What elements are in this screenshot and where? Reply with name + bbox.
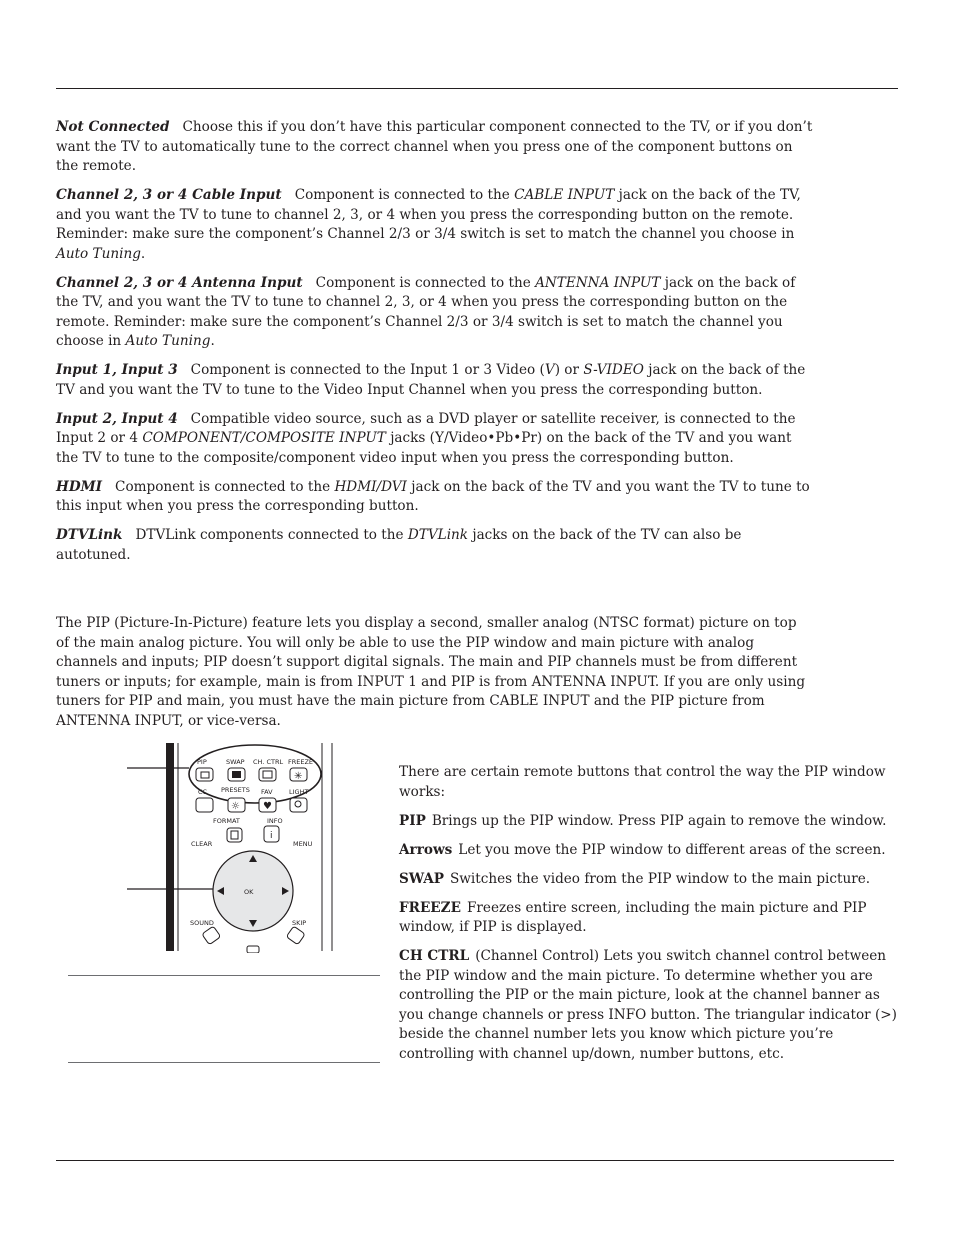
cc-button[interactable] — [196, 798, 213, 812]
skip-button[interactable] — [286, 926, 305, 945]
button-desc: Freezes entire screen, including the main picture and PIP window, if PIP is displayed. — [399, 899, 867, 935]
caption-rule-bottom — [68, 1062, 380, 1063]
setting-not-connected — [56, 118, 816, 177]
setting-desc-italic: S-VIDEO — [583, 362, 644, 378]
setting-desc: jack on the back of the TV, and you want the TV to tune to channel 2, 3, or 4 when you press the corresponding button on the remote. Reminder: make sure the component’s Channel 2/3 or 3/4 switch is set to match the channel you choose in — [56, 274, 796, 349]
setting-input-1-3 — [56, 361, 816, 400]
button-desc: (Channel Control) Lets you switch channel control between the PIP window and the main picture. To determine whether you are controlling the PIP or the main picture, look at the channel banner as you change channels or press INFO button. The triangular indicator (>) beside the channel number lets you know which picture you’re controlling with channel up/down, number buttons, etc. — [399, 948, 897, 1062]
button-name: CH CTRL — [399, 948, 470, 964]
setting-dtvlink — [56, 526, 816, 565]
info-icon: i — [270, 831, 273, 841]
pip-button-item — [399, 812, 904, 832]
setting-desc: Component is connected to the — [294, 187, 515, 203]
caption-rule-top — [68, 975, 380, 976]
setting-term: Channel 2, 3 or 4 Cable Input — [56, 187, 282, 203]
button-name: PIP — [399, 812, 426, 829]
swap-button-item — [399, 870, 904, 890]
setting-desc-italic: CABLE INPUT — [514, 187, 615, 203]
setting-input-2-4 — [56, 410, 816, 469]
button-name: FREEZE — [399, 899, 461, 916]
remote-label-menu: MENU — [293, 840, 313, 848]
remote-edge-left — [166, 743, 174, 951]
button-desc: Let you move the PIP window to different areas of the screen. — [458, 841, 886, 858]
top-rule — [56, 88, 898, 89]
setting-term: HDMI — [56, 478, 103, 495]
setting-desc-italic: V — [544, 362, 555, 378]
remote-label-cc: CC — [198, 788, 208, 796]
setting-desc: ) or — [554, 362, 584, 378]
remote-label-format: FORMAT — [213, 817, 240, 825]
sound-button[interactable] — [202, 926, 221, 945]
remote-label-swap: SWAP — [226, 758, 245, 766]
pip-intro-paragraph: The PIP (Picture-In-Picture) feature lets you display a second, smaller analog (NTSC format) picture on top of the main analog picture. You will only be able to use the PIP window and main picture with analog channels and inputs; PIP doesn’t support digital signals. The main and PIP channels must be from different tuners or inputs; for example, main is from INPUT 1 and PIP is from ANTENNA INPUT. If you are only using tuners for PIP and main, you must have the main picture from CABLE INPUT and the PIP picture from ANTENNA INPUT, or vice-versa. — [56, 615, 806, 729]
setting-desc: Component is connected to the — [315, 274, 536, 291]
bottom-rule — [56, 1160, 894, 1161]
setting-desc: jack on the back of the TV and you want the TV to tune to the Video Input Channel when you press the corresponding button. — [56, 362, 806, 398]
remote-label-ch-ctrl: CH. CTRL — [253, 758, 284, 766]
setting-desc-italic: Auto Tuning — [56, 245, 141, 262]
setting-desc: Choose this if you don’t have this particular component connected to the TV, or if you don’t want the TV to automatically tune to the correct channel when you press one of the component buttons on the remote. — [56, 119, 813, 174]
remote-label-freeze: FREEZE — [288, 758, 314, 766]
setting-antenna-input — [56, 274, 816, 352]
button-name: Arrows — [399, 841, 453, 858]
setting-term: Channel 2, 3 or 4 Antenna Input — [56, 274, 303, 291]
pip-button[interactable] — [196, 768, 213, 781]
setting-desc-italic: COMPONENT/COMPOSITE INPUT — [142, 430, 386, 446]
button-desc: Switches the video from the PIP window to the main picture. — [449, 870, 871, 887]
setting-term: Input 1, Input 3 — [56, 362, 178, 378]
button-desc: Brings up the PIP window. Press PIP again to remove the window. — [431, 812, 887, 829]
setting-desc: jack on the back of the TV and you want the TV to tune to this input when you press the corresponding button. — [56, 478, 810, 514]
freeze-icon: ✳ — [294, 771, 303, 782]
sun-icon: ☼ — [231, 801, 240, 812]
heart-icon: ♥ — [263, 801, 272, 812]
setting-desc-italic: HDMI/DVI — [334, 478, 407, 495]
ch-ctrl-button[interactable] — [259, 768, 276, 781]
ch-ctrl-button-item — [399, 947, 904, 1064]
setting-term: Not Connected — [56, 119, 170, 135]
setting-desc-italic: ANTENNA INPUT — [535, 274, 661, 291]
remote-illustration — [127, 741, 337, 953]
arrows-button-item — [399, 841, 904, 861]
remote-label-light: LIGHT — [289, 788, 309, 796]
remote-label-sound: SOUND — [190, 919, 214, 927]
remote-label-info: INFO — [267, 817, 283, 825]
remote-label-presets: PRESETS — [221, 786, 250, 794]
setting-desc: jacks on the back of the TV can also be autotuned. — [56, 527, 742, 563]
remote-label-skip: SKIP — [292, 919, 307, 927]
setting-term: Input 2, Input 4 — [56, 410, 178, 427]
settings-list — [56, 118, 816, 575]
setting-desc: Component is connected to the — [115, 478, 335, 495]
button-name: SWAP — [399, 870, 444, 887]
freeze-button-item — [399, 899, 904, 938]
setting-desc: DTVLink components connected to the — [135, 527, 408, 543]
remote-label-pip: PIP — [197, 758, 207, 766]
setting-desc: jacks (Y/Video•Pb•Pr) on the back of the TV and you want the TV to tune to the composite/component video input when you press the corresponding button. — [56, 430, 792, 466]
setting-desc: Component is connected to the Input 1 or 3 Video ( — [190, 362, 545, 378]
setting-desc: . — [210, 333, 215, 349]
setting-desc: . — [140, 245, 146, 262]
remote-label-clear: CLEAR — [191, 840, 213, 848]
swap-icon — [232, 771, 241, 778]
setting-hdmi — [56, 478, 816, 517]
setting-desc-italic: DTVLink — [407, 527, 469, 543]
light-button[interactable] — [290, 798, 307, 812]
setting-desc: Compatible video source, such as a DVD player or satellite receiver, is connected to the Input 2 or 4 — [56, 410, 796, 446]
remote-button-partial[interactable] — [247, 946, 259, 953]
pip-buttons-intro: There are certain remote buttons that control the way the PIP window works: — [399, 764, 886, 800]
remote-label-fav: FAV — [261, 788, 273, 796]
setting-desc-italic: Auto Tuning — [125, 333, 211, 349]
format-button[interactable] — [227, 828, 242, 842]
setting-desc: jack on the back of the TV, and you want the TV to tune to channel 2, 3, or 4 when you press the corresponding button on the remote. Reminder: make sure the component’s Channel 2/3 or 3/4 switch is set to match the channel you choose in — [56, 187, 801, 242]
setting-term: DTVLink — [56, 527, 123, 543]
setting-cable-input — [56, 186, 816, 264]
pip-buttons-section — [399, 763, 904, 1074]
ok-button[interactable]: OK — [244, 888, 254, 896]
